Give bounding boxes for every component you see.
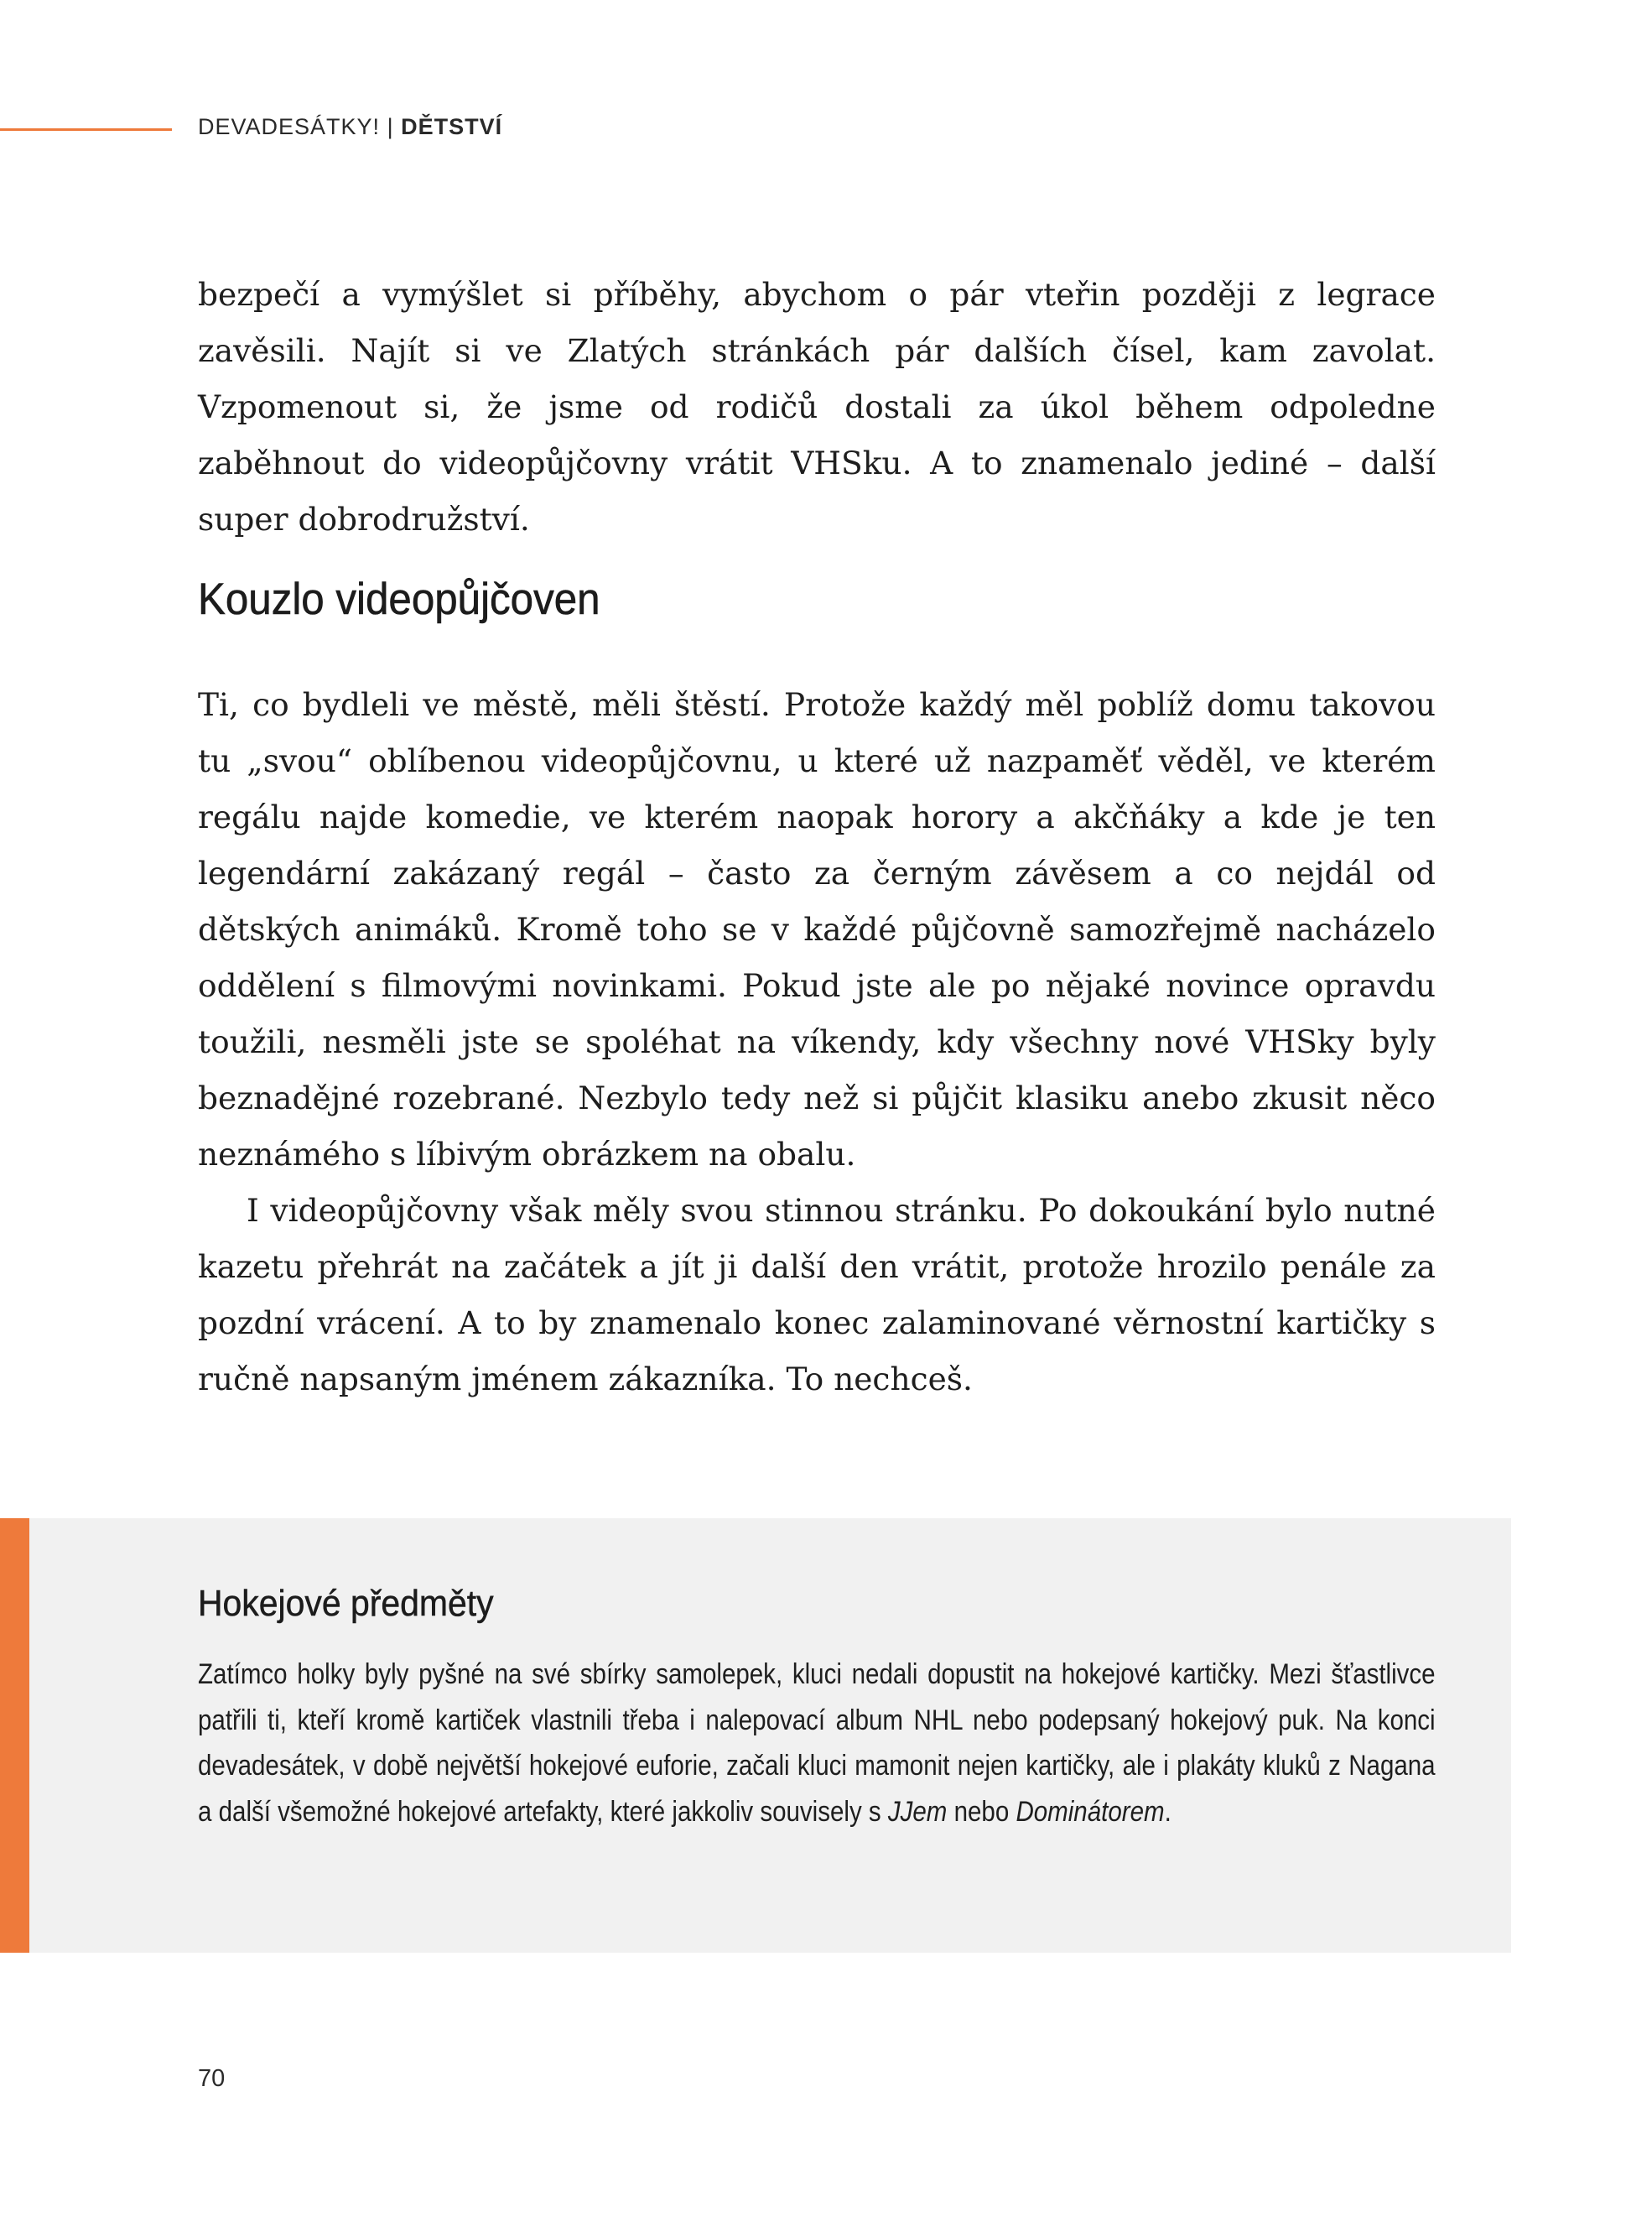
page-number: 70 [198, 2065, 226, 2092]
sidebar-emphasis-jjem: JJem [887, 1795, 948, 1828]
sidebar-accent-bar [0, 1518, 29, 1953]
sidebar-emphasis-dominator: Dominátorem [1016, 1795, 1165, 1828]
running-head-chapter: DĚTSTVÍ [401, 114, 503, 139]
running-head [198, 114, 502, 140]
intro-paragraph: bezpečí a vymýšlet si příběhy, abychom o pár vteřin později z legrace zavěsili. Najít si ve Zlatých stránkách pár dalších čísel, kam zavolat. Vzpomenout si, že jsme od rodičů dostali za úkol během odpoledne zaběhnout do videopůjčovny vrátit VHSku. A to znamenalo jediné – další super dobrodružství. [198, 276, 1436, 538]
section-body [198, 677, 1436, 1407]
sidebar-title: Hokejové předměty [198, 1583, 494, 1624]
sidebar-text [198, 1652, 1436, 1834]
running-head-separator: | [387, 114, 394, 139]
intro-text [198, 267, 1436, 548]
sidebar-text-part-3: . [1164, 1795, 1171, 1828]
section-paragraph-1: Ti, co bydleli ve městě, měli štěstí. Protože každý měl poblíž domu takovou tu „svou“ oblíbenou videopůjčovnu, u které už nazpaměť věděl, ve kterém regálu najde komedie, ve kterém naopak horory a akčňáky a kde je ten legendární zakázaný regál – často za černým závěsem a co nejdál od dětských animáků. Kromě toho se v každé půjčovně samozřejmě nacházelo oddělení s filmovými novinkami. Pokud jste ale po nějaké novince opravdu toužili, nesměli jste se spoléhat na víkendy, kdy všechny nové VHSky byly beznadějné rozebrané. Nezbylo tedy než si půjčit klasiku anebo zkusit něco neznámého s líbivým obrázkem na obalu. [198, 686, 1436, 1173]
header-accent-rule [0, 128, 172, 131]
section-heading: Kouzlo videopůjčoven [198, 575, 600, 624]
running-head-book-title: DEVADESÁTKY! [198, 114, 381, 139]
sidebar-text-part-2: nebo [947, 1795, 1016, 1828]
section-paragraph-2: I videopůjčovny však měly svou stinnou stránku. Po dokoukání bylo nutné kazetu přehrát na začátek a jít ji další den vrátit, protože hrozilo penále za pozdní vrácení. A to by znamenalo konec zalaminované věrnostní kartičky s ručně napsaným jménem zákazníka. To nechceš. [198, 1192, 1436, 1397]
sidebar-text-part-1: Zatímco holky byly pyšné na své sbírky samolepek, kluci nedali dopustit na hokejové kartičky. Mezi šťastlivce patřili ti, kteří kromě kartiček vlastnili třeba i nalepovací album NHL nebo podepsaný hokejový puk. Na konci devadesátek, v době největší hokejové euforie, začali kluci mamonit nejen kartičky, ale i plakáty kluků z Nagana a další všemožné hokejové artefakty, které jakkoliv souvisely s [198, 1658, 1436, 1828]
